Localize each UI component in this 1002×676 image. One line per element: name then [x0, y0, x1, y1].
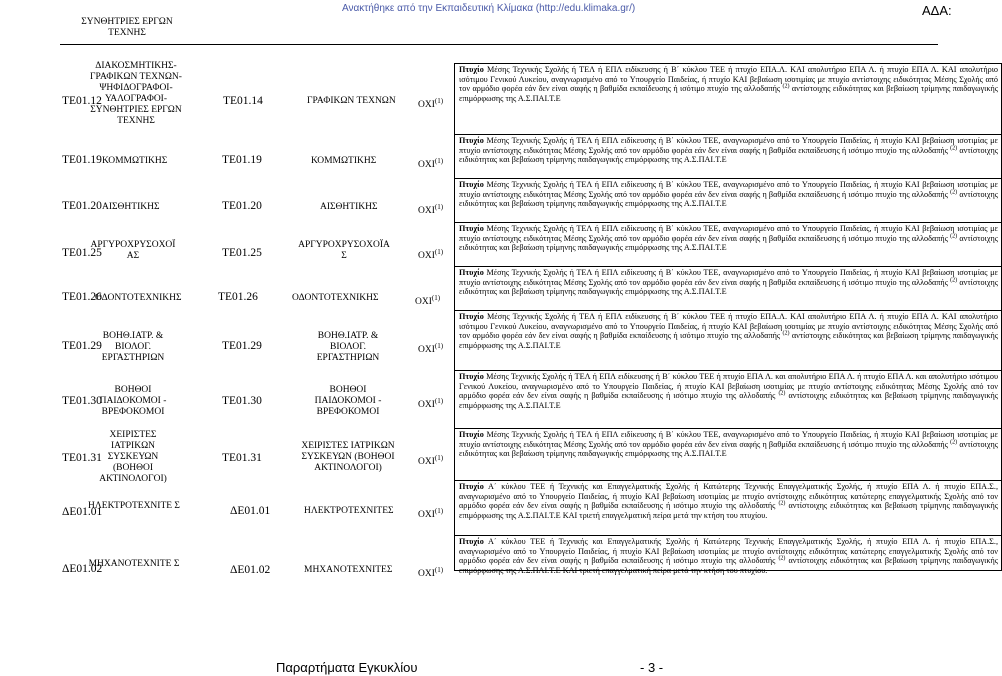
code1-row2: ΤΕ01.20 — [62, 200, 102, 212]
qual-row-te0131: Πτυχίο Μέσης Τεχνικής Σχολής ή ΤΕΛ ή ΕΠΛ ειδίκευσης ή Β΄ κύκλου ΤΕΕ, αναγνωρισμένο από το Υπουργείο Παιδείας, ή πτυχίο ΚΑΙ βεβαίωση ισοτιμίας με πτυχίο αντίστοιχης ειδικότητας Μέσης Σχολής από τον αρμόδιο φορέα εάν δεν είναι σαφής η βαθμίδα εκπαίδευσης ή ισότιμο πτυχίο της αλλοδαπής $^{(2)}$ αντίστοιχης ειδικότητας και βεβαίωση τρίμηνης παιδαγωγικής επιμόρφωσης της Α.Σ.ΠΑΙ.Τ.Ε — [455, 429, 1001, 481]
spec1-row6: ΒΟΗΘΟΙ ΠΑΙΔΟΚΟΜΟΙ - ΒΡΕΦΟΚΟΜΟΙ — [99, 385, 167, 417]
spec1-row0: ΔΙΑΚΟΣΜΗΤΙΚΗΣ-ΓΡΑΦΙΚΩΝ ΤΕΧΝΩΝ-ΨΗΦΙΔΟΓΡΑΦΟΙ-ΥΑΛΟΓΡΑΦΟΙ-ΣΥΝΘΗΤΡΙΕΣ ΕΡΓΩΝ ΤΕΧΝΗΣ — [90, 61, 182, 126]
qual-row-te0112: Πτυχίο Μέσης Τεχνικής Σχολής ή ΤΕΛ ή ΕΠΛ ειδίκευσης ή Β΄ κύκλου ΤΕΕ ή πτυχίο ΕΠΑ.Λ. ΚΑΙ απολυτήριο ΕΠΑ Λ. ή πτυχίο ΕΠΑ Λ. ΚΑΙ απολυτήριο ισότιμου Γενικού Λυκείου, αναγνωρισμένο από το Υπουργείο Παιδείας, ή πτυχίο ΚΑΙ βεβαίωση ισοτιμίας με πτυχίο αντίστοιχης ειδικότητας Μέσης Σχολής από τον αρμόδιο φορέα εάν δεν είναι σαφής η βαθμίδα εκπαίδευσης ή ισότιμο πτυχίο της αλλοδαπής $^{(2)}$ αντίστοιχης ειδικότητας και βεβαίωση τρίμηνης παιδαγωγικής επιμόρφωσης της Α.Σ.ΠΑΙ.Τ.Ε — [455, 64, 1001, 135]
spec2-row6: ΒΟΗΘΟΙ ΠΑΙΔΟΚΟΜΟΙ - ΒΡΕΦΟΚΟΜΟΙ — [314, 385, 382, 417]
qual-row-te0126: Πτυχίο Μέσης Τεχνικής Σχολής ή ΤΕΛ ή ΕΠΛ ειδίκευσης ή Β΄ κύκλου ΤΕΕ, αναγνωρισμένο από το Υπουργείο Παιδείας, ή πτυχίο ΚΑΙ βεβαίωση ισοτιμίας με πτυχίο αντίστοιχης ειδικότητας Μέσης Σχολής από τον αρμόδιο φορέα εάν δεν είναι σαφής η βαθμίδα εκπαίδευσης ή ισότιμο πτυχίο της αλλοδαπής $^{(2)}$ αντίστοιχης ειδικότητας και βεβαίωση τρίμηνης παιδαγωγικής επιμόρφωσης της Α.Σ.ΠΑΙ.Τ.Ε — [455, 267, 1001, 311]
code2-row0: ΤΕ01.14 — [223, 95, 263, 107]
qual-row-te0125: Πτυχίο Μέσης Τεχνικής Σχολής ή ΤΕΛ ή ΕΠΛ ειδίκευσης ή Β΄ κύκλου ΤΕΕ, αναγνωρισμένο από το Υπουργείο Παιδείας, ή πτυχίο ΚΑΙ βεβαίωση ισοτιμίας με πτυχίο αντίστοιχης ειδικότητας Μέσης Σχολής από τον αρμόδιο φορέα εάν δεν είναι σαφής η βαθμίδα εκπαίδευσης ή ισότιμο πτυχίο της αλλοδαπής $^{(2)}$ αντίστοιχης ειδικότητας και βεβαίωση τρίμηνης παιδαγωγικής επιμόρφωσης της Α.Σ.ΠΑΙ.Τ.Ε — [455, 223, 1001, 267]
code1-row4: ΤΕ01.26 — [62, 291, 102, 303]
qual-row-te0120: Πτυχίο Μέσης Τεχνικής Σχολής ή ΤΕΛ ή ΕΠΛ ειδίκευσης ή Β΄ κύκλου ΤΕΕ, αναγνωρισμένο από το Υπουργείο Παιδείας, ή πτυχίο ΚΑΙ βεβαίωση ισοτιμίας με πτυχίο αντίστοιχης ειδικότητας Μέσης Σχολής από τον αρμόδιο φορέα εάν δεν είναι σαφής η βαθμίδα εκπαίδευσης ή ισότιμο πτυχίο της αλλοδαπής $^{(2)}$ αντίστοιχης ειδικότητας και βεβαίωση τρίμηνης παιδαγωγικής επιμόρφωσης της Α.Σ.ΠΑΙ.Τ.Ε — [455, 179, 1001, 223]
flag-row8: ΟΧΙ$^{(1)}$ — [418, 507, 444, 521]
code1-row7: ΤΕ01.31 — [62, 452, 102, 464]
spec2-row5: ΒΟΗΘ.ΙΑΤΡ. & ΒΙΟΛΟΓ. ΕΡΓΑΣΤΗΡΙΩΝ — [316, 331, 380, 363]
qual-row-de0101: Πτυχίο Α΄ κύκλου ΤΕΕ ή Τεχνικής και Επαγγελματικής Σχολής ή Κατώτερης Τεχνικής Επαγγελματικής Σχολής, ή πτυχίο ΕΠΑ Λ. ή πτυχίο ΕΠΑ.Σ., αναγνωρισμένο από το Υπουργείο Παιδείας, ή πτυχίο ΚΑΙ βεβαίωση ισοτιμίας με πτυχίο αντίστοιχης ειδικότητας κατώτερης επαγγελματικής Σχολής από τον αρμόδιο φορέα εάν δεν είναι σαφής η βαθμίδα εκπαίδευσης ή ισότιμο πτυχίο της αλλοδαπής $^{(2)}$ αντίστοιχης ειδικότητας και βεβαίωση τρίμηνης παιδαγωγικής επιμόρφωσης της Α.Σ.ΠΑΙ.Τ.Ε ΚΑΙ τριετή επαγγελματική πείρα μετά την κτήση του πτυχίου. — [455, 481, 1001, 536]
spec1-row4: ΟΔΟΝΤΟΤΕΧΝΙΚΗΣ — [95, 293, 182, 303]
code2-row9: ΔΕ01.02 — [230, 564, 271, 576]
flag-row7: ΟΧΙ$^{(1)}$ — [418, 454, 444, 468]
spec2-row3: ΑΡΓΥΡΟΧΡΥΣΟΧΟΪΑ Σ — [298, 240, 390, 261]
ada-label: ΑΔΑ: — [922, 3, 952, 18]
qual-row-te0130: Πτυχίο Μέσης Τεχνικής Σχολής ή ΤΕΛ ή ΕΠΛ ειδίκευσης ή Β΄ κύκλου ΤΕΕ ή πτυχίο ΕΠΑ Λ. και απολυτήριο ΕΠΑ Λ. ή πτυχίο ΕΠΑ Λ. και απολυτήριο ισότιμου Γενικού Λυκείου, αναγνωρισμένο από το Υπουργείο Παιδείας, ή πτυχίο ΚΑΙ βεβαίωση ισοτιμίας με πτυχίο αντίστοιχης ειδικότητας Μέσης Σχολής από τον αρμόδιο φορέα εάν δεν είναι σαφής η βαθμίδα εκπαίδευσης ή ισότιμο πτυχίο της αλλοδαπής $^{(2)}$ αντίστοιχης ειδικότητας και βεβαίωση τρίμηνης παιδαγωγικής επιμόρφωσης της Α.Σ.ΠΑΙ.Τ.Ε — [455, 371, 1001, 429]
spec1-row9: ΜΗΧΑΝΟΤΕΧΝΙΤΕ Σ — [88, 559, 180, 569]
flag-row2: ΟΧΙ$^{(1)}$ — [418, 203, 444, 217]
code2-row8: ΔΕ01.01 — [230, 505, 271, 517]
spec2-row1: ΚΟΜΜΩΤΙΚΗΣ — [311, 156, 377, 166]
spec2-row2: ΑΙΣΘΗΤΙΚΗΣ — [320, 202, 378, 212]
code1-row1: ΤΕ01.19 — [62, 154, 102, 166]
qual-row-te0119: Πτυχίο Μέσης Τεχνικής Σχολής ή ΤΕΛ ή ΕΠΛ ειδίκευσης ή Β΄ κύκλου ΤΕΕ, αναγνωρισμένο από το Υπουργείο Παιδείας, ή πτυχίο ΚΑΙ βεβαίωση ισοτιμίας με πτυχίο αντίστοιχης ειδικότητας Μέσης Σχολής από τον αρμόδιο φορέα εάν δεν είναι σαφής η βαθμίδα εκπαίδευσης ή ισότιμο πτυχίο της αλλοδαπής $^{(2)}$ αντίστοιχης ειδικότητας και βεβαίωση τρίμηνης παιδαγωγικής επιμόρφωσης της Α.Σ.ΠΑΙ.Τ.Ε — [455, 135, 1001, 179]
spec2-row8: ΗΛΕΚΤΡΟΤΕΧΝΙΤΕΣ — [304, 506, 394, 516]
flag-row0: ΟΧΙ$^{(1)}$ — [418, 97, 444, 111]
qual-row-de0102: Πτυχίο Α΄ κύκλου ΤΕΕ ή Τεχνικής και Επαγγελματικής Σχολής ή Κατώτερης Τεχνικής Επαγγελματικής Σχολής, ή πτυχίο ΕΠΑ Λ. ή πτυχίο ΕΠΑ.Σ., αναγνωρισμένο από το Υπουργείο Παιδείας, ή πτυχίο ΚΑΙ βεβαίωση ισοτιμίας με πτυχίο αντίστοιχης ειδικότητας κατώτερης επαγγελματικής Σχολής από τον αρμόδιο φορέα εάν δεν είναι σαφής η βαθμίδα εκπαίδευσης ή ισότιμο πτυχίο της αλλοδαπής $^{(2)}$ αντίστοιχης ειδικότητας και βεβαίωση τρίμηνης παιδαγωγικής επιμόρφωσης της Α.Σ.ΠΑΙ.Τ.Ε ΚΑΙ τριετή επαγγελματική πείρα μετά την κτήση του πτυχίου. — [459, 537, 998, 575]
code2-row3: ΤΕ01.25 — [222, 247, 262, 259]
flag-row6: ΟΧΙ$^{(1)}$ — [418, 397, 444, 411]
spec2-row7: ΧΕΙΡΙΣΤΕΣ ΙΑΤΡΙΚΩΝ ΣΥΣΚΕΥΩΝ (ΒΟΗΘΟΙ ΑΚΤΙΝΟΛΟΓΟΙ) — [301, 441, 395, 473]
spec2-row0: ΓΡΑΦΙΚΩΝ ΤΕΧΝΩΝ — [307, 96, 396, 106]
spec1-row7: ΧΕΙΡΙΣΤΕΣ ΙΑΤΡΙΚΩΝ ΣΥΣΚΕΥΩΝ (ΒΟΗΘΟΙ ΑΚΤΙΝΟΛΟΓΟΙ) — [99, 430, 167, 484]
page-number: - 3 - — [640, 660, 664, 675]
top-cell: ΣΥΝΘΗΤΡΙΕΣ ΕΡΓΩΝ ΤΕΧΝΗΣ — [81, 17, 173, 38]
code2-row7: ΤΕ01.31 — [222, 452, 262, 464]
code1-row9: ΔΕ01.02 — [62, 563, 103, 575]
flag-row3: ΟΧΙ$^{(1)}$ — [418, 248, 444, 262]
code2-row4: ΤΕ01.26 — [218, 291, 258, 303]
flag-row1: ΟΧΙ$^{(1)}$ — [418, 157, 444, 171]
code2-row1: ΤΕ01.19 — [222, 154, 262, 166]
code1-row8: ΔΕ01.01 — [62, 506, 103, 518]
code2-row6: ΤΕ01.30 — [222, 395, 262, 407]
qualifications-table — [454, 63, 1002, 575]
code1-row6: ΤΕ01.30 — [62, 395, 102, 407]
footer-title: Παραρτήματα Εγκυκλίου — [276, 660, 418, 675]
spec2-row9: ΜΗΧΑΝΟΤΕΧΝΙΤΕΣ — [304, 565, 393, 575]
spec2-row4: ΟΔΟΝΤΟΤΕΧΝΙΚΗΣ — [292, 293, 379, 303]
spec1-row8: ΗΛΕΚΤΡΟΤΕΧΝΙΤΕ Σ — [88, 501, 180, 511]
flag-row9: ΟΧΙ$^{(1)}$ — [418, 566, 444, 580]
qual-row-te0129: Πτυχίο Μέσης Τεχνικής Σχολής ή ΤΕΛ ή ΕΠΛ ειδίκευσης ή Β΄ κύκλου ΤΕΕ ή πτυχίο ΕΠΑ.Λ. ΚΑΙ απολυτήριο ΕΠΑ Λ. ή πτυχίο ΕΠΑ Λ. ΚΑΙ απολυτήριο ισότιμου Γενικού Λυκείου, αναγνωρισμένο από το Υπουργείο Παιδείας, ή πτυχίο ΚΑΙ βεβαίωση ισοτιμίας με πτυχίο αντίστοιχης ειδικότητας Μέσης Σχολής από τον αρμόδιο φορέα εάν δεν είναι σαφής η βαθμίδα εκπαίδευσης ή ισότιμο πτυχίο της αλλοδαπής $^{(2)}$ αντίστοιχης ειδικότητας και βεβαίωση τρίμηνης παιδαγωγικής επιμόρφωσης της Α.Σ.ΠΑΙ.Τ.Ε — [455, 311, 1001, 371]
spec1-row1: ΚΟΜΜΩΤΙΚΗΣ — [102, 156, 168, 166]
top-rule — [60, 44, 938, 45]
flag-row4: ΟΧΙ$^{(1)}$ — [415, 294, 441, 308]
code2-row2: ΤΕ01.20 — [222, 200, 262, 212]
table-block — [60, 55, 998, 603]
code1-row3: ΤΕ01.25 — [62, 247, 102, 259]
flag-row5: ΟΧΙ$^{(1)}$ — [418, 342, 444, 356]
spec1-row2: ΑΙΣΘΗΤΙΚΗΣ — [102, 202, 160, 212]
code1-row0: ΤΕ01.12 — [62, 95, 102, 107]
spec1-row5: ΒΟΗΘ.ΙΑΤΡ. & ΒΙΟΛΟΓ. ΕΡΓΑΣΤΗΡΙΩΝ — [101, 331, 165, 363]
spec1-row3: ΑΡΓΥΡΟΧΡΥΣΟΧΟΪ ΑΣ — [90, 240, 176, 261]
source-url[interactable]: Ανακτήθηκε από την Εκπαιδευτική Κλίμακα (http://edu.klimaka.gr/) — [342, 3, 636, 14]
code1-row5: ΤΕ01.29 — [62, 340, 102, 352]
code2-row5: ΤΕ01.29 — [222, 340, 262, 352]
